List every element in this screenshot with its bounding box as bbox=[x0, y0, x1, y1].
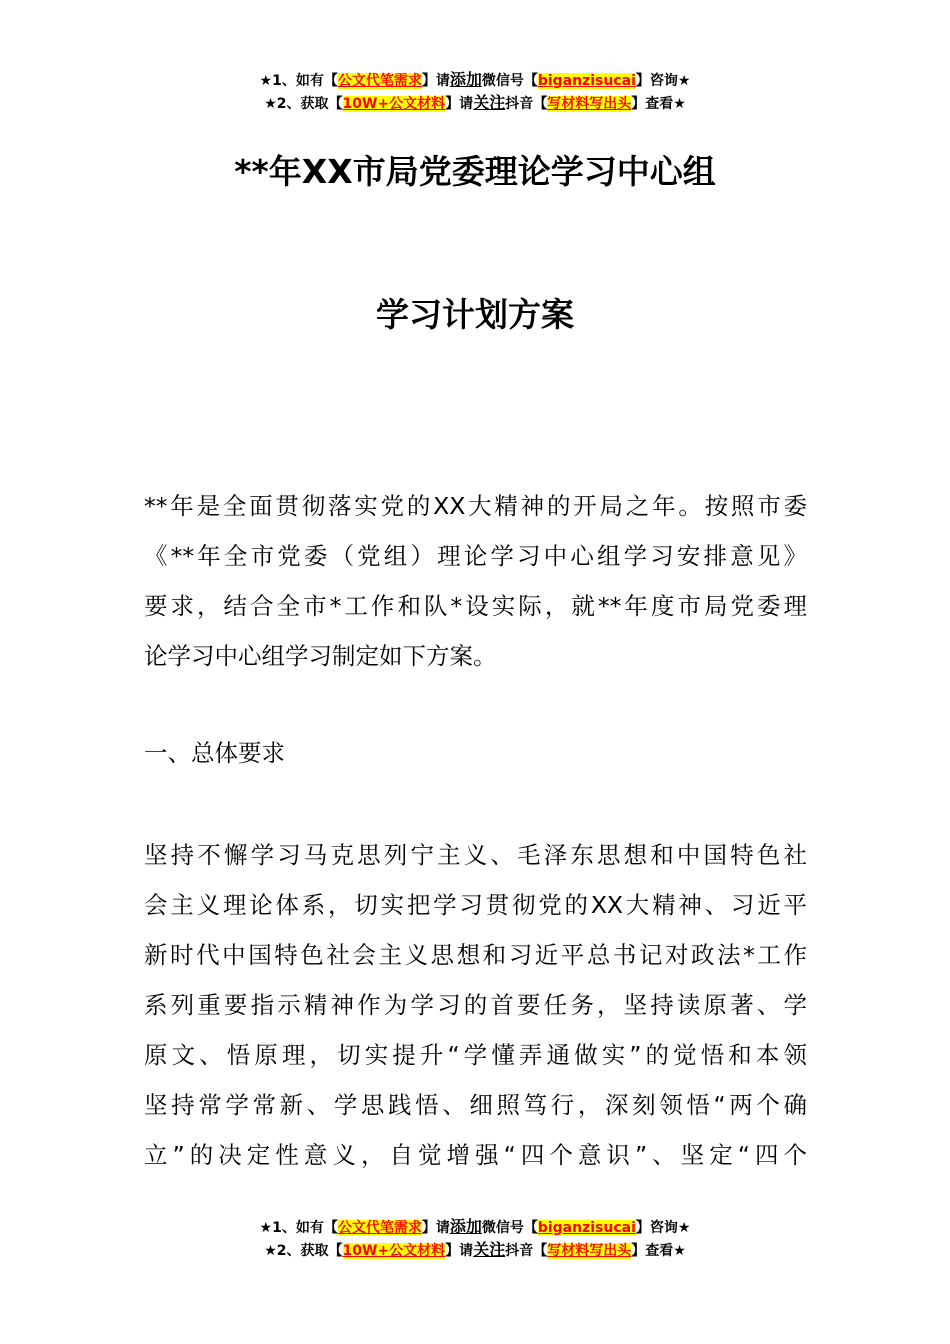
section-heading-text: 一、总体要求 bbox=[144, 739, 285, 767]
promo-emphasis: 添加 bbox=[449, 70, 482, 89]
paragraph-line: 要求，结合全市*工作和队*设实际，就**年度市局党委理 bbox=[144, 592, 807, 620]
promo-suffix: 】查看★ bbox=[631, 1243, 686, 1259]
document-title-line-2: 学习计划方案 bbox=[376, 295, 574, 334]
promo-text: 】请 bbox=[445, 96, 474, 112]
promo-prefix: ★1、如有【 bbox=[259, 1220, 338, 1236]
promo-highlight-service: 公文代笔需求 bbox=[337, 73, 422, 89]
promo-prefix: ★2、获取【 bbox=[264, 1243, 343, 1259]
promo-emphasis: 关注 bbox=[473, 1240, 506, 1259]
promo-text: 】请 bbox=[445, 1243, 474, 1259]
intro-paragraph bbox=[144, 481, 807, 681]
requirements-paragraph bbox=[144, 830, 807, 1180]
paragraph-line: 论学习中心组学习制定如下方案。 bbox=[144, 642, 497, 670]
paragraph-line: 坚持常学常新、学思践悟、细照笃行，深刻领悟“两个确 bbox=[144, 1091, 807, 1119]
promo-highlight-wechat: biganzisucai bbox=[537, 73, 636, 89]
promo-highlight-douyin: 写材料写出头 bbox=[547, 1243, 632, 1259]
promo-emphasis: 关注 bbox=[473, 93, 506, 112]
promo-prefix: ★1、如有【 bbox=[259, 73, 338, 89]
promo-text: 抖音【 bbox=[505, 1243, 548, 1259]
promo-line-1 bbox=[0, 69, 950, 92]
document-title-line-1: **年XX市局党委理论学习中心组 bbox=[234, 152, 716, 191]
promo-suffix: 】咨询★ bbox=[635, 73, 691, 89]
promo-text: 】请 bbox=[421, 1220, 450, 1236]
promo-highlight-wechat: biganzisucai bbox=[537, 1220, 636, 1236]
promo-highlight-materials: 10W+公文材料 bbox=[342, 96, 446, 112]
promo-emphasis: 添加 bbox=[449, 1217, 482, 1236]
promo-text: 】请 bbox=[421, 73, 450, 89]
promo-highlight-service: 公文代笔需求 bbox=[337, 1220, 422, 1236]
promo-text: 抖音【 bbox=[505, 96, 548, 112]
paragraph-line: 《**年全市党委（党组）理论学习中心组学习安排意见》 bbox=[144, 542, 807, 570]
promo-text: 微信号【 bbox=[481, 73, 538, 89]
paragraph-line: 原文、悟原理，切实提升“学懂弄通做实”的觉悟和本领 bbox=[144, 1041, 807, 1069]
paragraph-line: 立”的决定性意义，自觉增强“四个意识”、坚定“四个 bbox=[144, 1141, 807, 1169]
section-heading-general-requirements bbox=[144, 728, 807, 778]
promo-highlight-douyin: 写材料写出头 bbox=[547, 96, 632, 112]
promo-suffix: 】查看★ bbox=[631, 96, 686, 112]
promo-suffix: 】咨询★ bbox=[635, 1220, 691, 1236]
promo-banner-top bbox=[0, 69, 950, 115]
promo-text: 微信号【 bbox=[481, 1220, 538, 1236]
paragraph-line: **年是全面贯彻落实党的XX大精神的开局之年。按照市委 bbox=[144, 492, 807, 520]
promo-line-1 bbox=[0, 1216, 950, 1239]
paragraph-line: 系列重要指示精神作为学习的首要任务，坚持读原著、学 bbox=[144, 991, 807, 1019]
promo-prefix: ★2、获取【 bbox=[264, 96, 343, 112]
promo-line-2 bbox=[0, 92, 950, 115]
promo-highlight-materials: 10W+公文材料 bbox=[342, 1243, 446, 1259]
promo-line-2 bbox=[0, 1239, 950, 1262]
paragraph-line: 会主义理论体系，切实把学习贯彻党的XX大精神、习近平 bbox=[144, 891, 807, 919]
paragraph-line: 坚持不懈学习马克思列宁主义、毛泽东思想和中国特色社 bbox=[144, 841, 807, 869]
promo-banner-bottom bbox=[0, 1216, 950, 1262]
paragraph-line: 新时代中国特色社会主义思想和习近平总书记对政法*工作 bbox=[144, 941, 807, 969]
